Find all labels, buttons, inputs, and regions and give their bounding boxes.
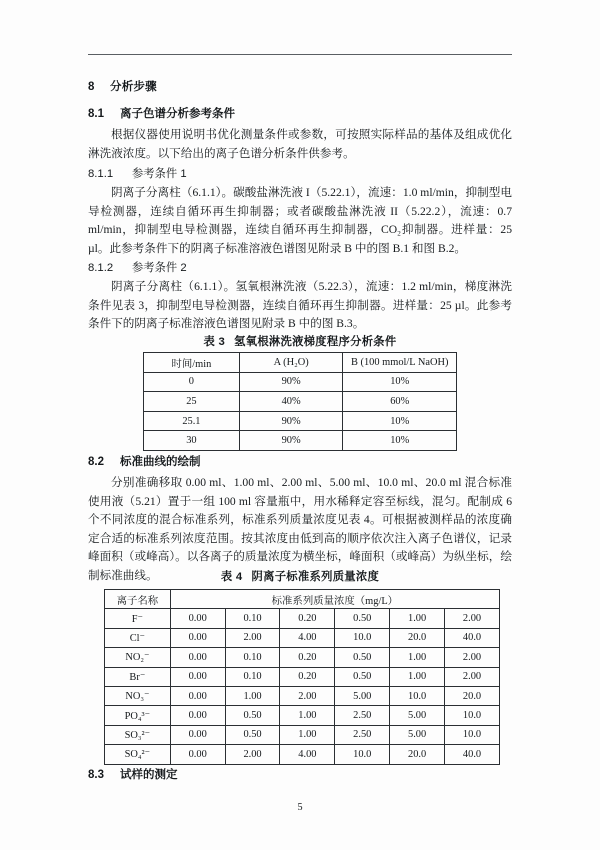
section-heading-8-2 <box>88 453 512 469</box>
table-row <box>144 392 457 412</box>
table4-ion-name: SO₃²⁻ <box>105 725 171 744</box>
section-8-title: 分析步骤 <box>110 81 157 93</box>
table4-cell: 0.20 <box>280 648 335 667</box>
section-8-1-1-title: 参考条件 1 <box>132 168 187 180</box>
table3-container <box>143 352 457 451</box>
table-row-header <box>144 353 457 373</box>
table3-header-a: A (H₂O) <box>239 353 343 373</box>
table4-cell: 1.00 <box>390 609 445 628</box>
table4-cell: 2.00 <box>225 745 280 764</box>
table3-cell: 90% <box>239 431 343 451</box>
table-row <box>144 431 457 451</box>
table4-cell: 0.00 <box>170 725 225 744</box>
table3-cell: 90% <box>239 372 343 392</box>
table-row <box>105 609 500 628</box>
table3-cell: 25.1 <box>144 411 240 431</box>
table3-header-time: 时间/min <box>144 353 240 373</box>
table4-cell: 0.20 <box>280 667 335 686</box>
section-8-1-1-paragraph <box>88 184 512 258</box>
table3-cell: 0 <box>144 372 240 392</box>
section-8-3-title: 试样的测定 <box>120 769 178 781</box>
table4-caption-title: 阴离子标准系列质量浓度 <box>251 571 380 583</box>
table4-cell: 0.00 <box>170 667 225 686</box>
table3-caption <box>88 333 512 349</box>
table4-ion-name: NO₂⁻ <box>105 648 171 667</box>
table3 <box>143 352 457 451</box>
paragraph-text: 阴离子分离柱（6.1.1）。碳酸盐淋洗液 I（5.22.1），流速：1.0 ml/min，抑制型电导检测器，连续自循环再生抑制器；或者碳酸盐淋洗液 II（5.22.2），流速：0.7 ml/min，抑制型电导检测器，连续自循环再生抑制器，CO₂抑制器。进样量：25 µl。此参考条件下的阴离子标准溶液色谱图见附录 B 中的图 B.1 和图 B.2。 <box>88 186 512 255</box>
table4-cell: 0.50 <box>335 648 390 667</box>
section-heading-8-1-2 <box>88 259 512 275</box>
section-8-2-title: 标准曲线的绘制 <box>120 456 201 468</box>
table4-caption <box>88 568 512 584</box>
table-row <box>144 372 457 392</box>
table4-cell: 5.00 <box>390 725 445 744</box>
table4 <box>104 589 500 765</box>
table3-cell: 30 <box>144 431 240 451</box>
table-row <box>105 648 500 667</box>
table4-header-ion: 离子名称 <box>105 590 171 609</box>
table4-container <box>104 589 500 765</box>
table4-cell: 0.00 <box>170 648 225 667</box>
table4-cell: 0.10 <box>225 609 280 628</box>
table4-ion-name: F⁻ <box>105 609 171 628</box>
table-row <box>105 745 500 764</box>
table4-cell: 4.00 <box>280 745 335 764</box>
table4-cell: 0.00 <box>170 609 225 628</box>
table-row <box>105 628 500 647</box>
table3-header-b: B (100 mmol/L NaOH) <box>343 353 457 373</box>
section-heading-8 <box>88 78 512 94</box>
table3-cell: 60% <box>343 392 457 412</box>
table4-ion-name: SO₄²⁻ <box>105 745 171 764</box>
table4-ion-name: PO₄³⁻ <box>105 706 171 725</box>
table4-cell: 40.0 <box>445 628 500 647</box>
table4-cell: 0.50 <box>335 667 390 686</box>
table4-cell: 0.10 <box>225 648 280 667</box>
table4-cell: 20.0 <box>390 628 445 647</box>
header-rule <box>88 54 512 55</box>
table4-cell: 2.00 <box>225 628 280 647</box>
table4-cell: 0.00 <box>170 706 225 725</box>
table3-cell: 10% <box>343 411 457 431</box>
table3-caption-title: 氢氧根淋洗液梯度程序分析条件 <box>234 336 397 348</box>
table4-cell: 40.0 <box>445 745 500 764</box>
section-8-1-2-title: 参考条件 2 <box>132 262 187 274</box>
table4-cell: 20.0 <box>445 686 500 705</box>
table4-cell: 10.0 <box>335 628 390 647</box>
table4-cell: 0.50 <box>335 609 390 628</box>
table4-cell: 1.00 <box>280 706 335 725</box>
section-heading-8-3 <box>88 766 512 782</box>
table4-cell: 10.0 <box>335 745 390 764</box>
table4-cell: 0.20 <box>280 609 335 628</box>
table4-cell: 2.00 <box>280 686 335 705</box>
table-row-header <box>105 590 500 609</box>
paragraph-text: 根据仪器使用说明书优化测量条件或参数，可按照实际样品的基体及组成优化淋洗液浓度。以下给出的离子色谱分析条件供参考。 <box>88 128 512 160</box>
table4-ion-name: Br⁻ <box>105 667 171 686</box>
section-8-1-1-number: 8.1.1 <box>88 168 114 180</box>
table3-caption-number: 表 3 <box>203 336 226 348</box>
table4-caption-number: 表 4 <box>220 571 243 583</box>
table4-cell: 1.00 <box>390 667 445 686</box>
table4-cell: 2.00 <box>445 609 500 628</box>
section-8-number: 8 <box>88 81 95 93</box>
section-8-1-number: 8.1 <box>88 108 104 120</box>
table4-cell: 1.00 <box>225 686 280 705</box>
table4-cell: 0.00 <box>170 628 225 647</box>
table4-cell: 10.0 <box>445 725 500 744</box>
section-8-1-2-number: 8.1.2 <box>88 262 114 274</box>
section-8-1-2-paragraph <box>88 278 512 334</box>
table4-cell: 0.00 <box>170 745 225 764</box>
table4-cell: 0.10 <box>225 667 280 686</box>
section-8-2-number: 8.2 <box>88 456 104 468</box>
table4-cell: 2.50 <box>335 706 390 725</box>
table4-cell: 2.00 <box>445 648 500 667</box>
section-8-1-title: 离子色谱分析参考条件 <box>120 108 235 120</box>
table3-cell: 10% <box>343 431 457 451</box>
table4-cell: 2.00 <box>445 667 500 686</box>
table4-cell: 0.50 <box>225 706 280 725</box>
table-row <box>105 667 500 686</box>
section-heading-8-1 <box>88 105 512 121</box>
section-8-1-paragraph <box>88 126 512 163</box>
table4-cell: 0.00 <box>170 686 225 705</box>
table3-cell: 10% <box>343 372 457 392</box>
table-row <box>144 411 457 431</box>
table4-cell: 20.0 <box>390 745 445 764</box>
table4-ion-name: Cl⁻ <box>105 628 171 647</box>
table4-cell: 1.00 <box>390 648 445 667</box>
table3-cell: 40% <box>239 392 343 412</box>
paragraph-text: 阴离子分离柱（6.1.1）。氢氧根淋洗液（5.22.3），流速：1.2 ml/min，梯度淋洗条件见表 3，抑制型电导检测器，连续自循环再生抑制器。进样量：25 µl。此参考条件下的阴离子标准溶液色谱图见附录 B 中的图 B.3。 <box>88 280 512 331</box>
paragraph-text: 分别准确移取 0.00 ml、1.00 ml、2.00 ml、5.00 ml、10.0 ml、20.0 ml 混合标准使用液（5.21）置于一组 100 ml 容量瓶中，用水稀释定容至标线，混匀。配制成 6 个不同浓度的混合标准系列，标准系列质量浓度见表 4。可根据被测样品的浓度确定合适的标准系列浓度范围。按其浓度由低到高的顺序依次注入离子色谱仪，记录峰面积（或峰高）。以各离子的质量浓度为横坐标，峰面积（或峰高）为纵坐标，绘制标准曲线。 <box>88 476 512 582</box>
table4-ion-name: NO₃⁻ <box>105 686 171 705</box>
table4-header-concentration: 标准系列质量浓度（mg/L） <box>170 590 499 609</box>
table4-cell: 5.00 <box>335 686 390 705</box>
table-row <box>105 706 500 725</box>
table3-cell: 25 <box>144 392 240 412</box>
table4-cell: 2.50 <box>335 725 390 744</box>
table4-cell: 0.50 <box>225 725 280 744</box>
table4-cell: 4.00 <box>280 628 335 647</box>
page-number: 5 <box>297 802 303 813</box>
table4-cell: 1.00 <box>280 725 335 744</box>
table4-cell: 10.0 <box>445 706 500 725</box>
table4-cell: 5.00 <box>390 706 445 725</box>
section-8-3-number: 8.3 <box>88 769 104 781</box>
table3-cell: 90% <box>239 411 343 431</box>
table-row <box>105 686 500 705</box>
table-row <box>105 725 500 744</box>
section-heading-8-1-1 <box>88 165 512 181</box>
table4-cell: 10.0 <box>390 686 445 705</box>
